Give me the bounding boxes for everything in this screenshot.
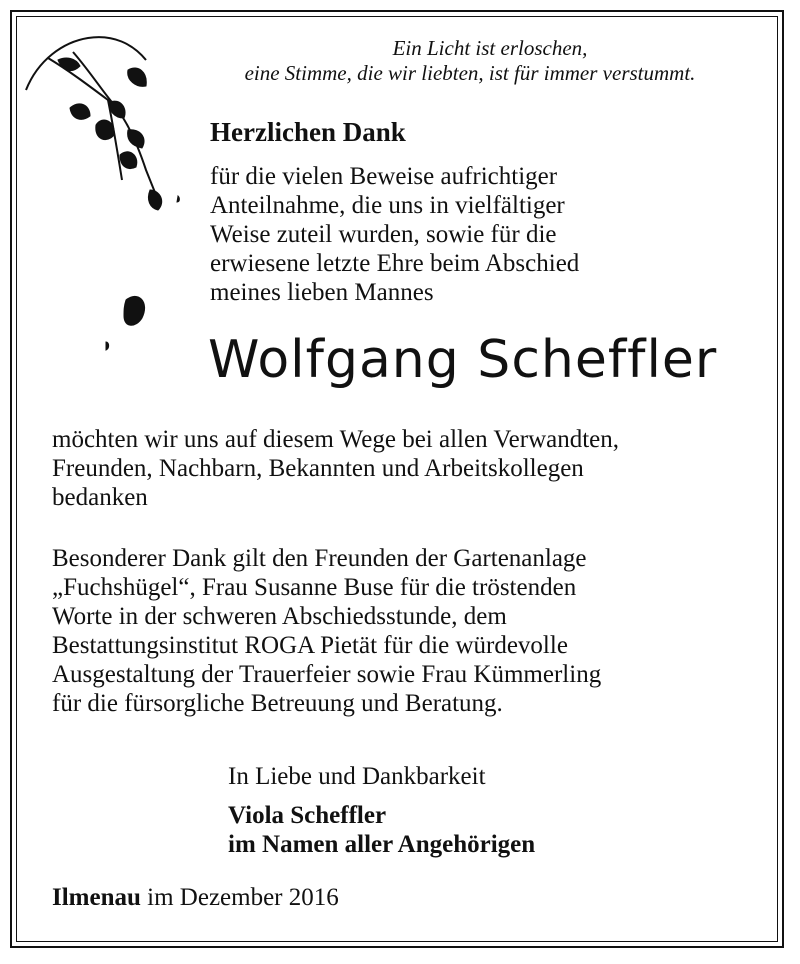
- intro-line: Weise zuteil wurden, sowie für die: [210, 221, 557, 248]
- intro-line: für die vielen Beweise aufrichtiger: [210, 163, 558, 190]
- thanks-line: möchten wir uns auf diesem Wege bei allen Verwandten,: [52, 426, 620, 453]
- place-date-text: im Dezember 2016: [147, 884, 339, 911]
- quote-line-2: eine Stimme, die wir liebten, ist für immer verstummt.: [244, 61, 696, 85]
- thanks-line: bedanken: [52, 484, 148, 511]
- special-thanks-line: Besonderer Dank gilt den Freunden der Gartenanlage: [52, 545, 587, 572]
- special-thanks-line: Bestattungsinstitut ROGA Pietät für die würdevolle: [52, 632, 568, 659]
- thanks-paragraph: [52, 425, 772, 512]
- intro-line: Anteilnahme, die uns in vielfältiger: [210, 192, 565, 219]
- special-thanks-line: Worte in der schweren Abschiedsstunde, dem: [52, 603, 507, 630]
- intro-line: meines lieben Mannes: [210, 279, 434, 306]
- place-city: Ilmenau: [52, 884, 141, 911]
- leaf-icon: [58, 58, 80, 71]
- closing-phrase: In Liebe und Dankbarkeit: [228, 763, 486, 790]
- signature-name: Viola Scheffler: [228, 802, 387, 829]
- special-thanks-line: „Fuchshügel“, Frau Susanne Buse für die tröstenden: [52, 574, 577, 601]
- intro-text: [210, 162, 750, 307]
- quote-line-1: Ein Licht ist erloschen,: [392, 36, 588, 60]
- leaf-icon: [177, 196, 179, 202]
- falling-leaf-icon: [106, 342, 109, 350]
- leaf-icon: [70, 104, 90, 119]
- special-thanks-line: für die fürsorgliche Betreuung und Beratung.: [52, 690, 503, 717]
- signature-relatives: im Namen aller Angehörigen: [228, 831, 536, 858]
- place-date: [52, 884, 339, 912]
- leaf-icon: [128, 130, 144, 148]
- leaf-icon: [148, 190, 161, 210]
- heading: Herzlichen Dank: [210, 117, 406, 147]
- birch-branch-icon: [18, 30, 198, 370]
- thanks-line: Freunden, Nachbarn, Bekannten und Arbeitskollegen: [52, 455, 584, 482]
- intro-line: erwiesene letzte Ehre beim Abschied: [210, 250, 580, 277]
- special-thanks-paragraph: [52, 544, 772, 718]
- deceased-name: Wolfgang Scheffler: [208, 330, 718, 390]
- leaf-icon: [128, 68, 147, 86]
- leaf-icon: [120, 152, 137, 169]
- signature: [228, 801, 535, 859]
- special-thanks-line: Ausgestaltung der Trauerfeier sowie Frau Kümmerling: [52, 661, 602, 688]
- leaf-icon: [96, 120, 114, 140]
- falling-leaf-icon: [124, 296, 145, 325]
